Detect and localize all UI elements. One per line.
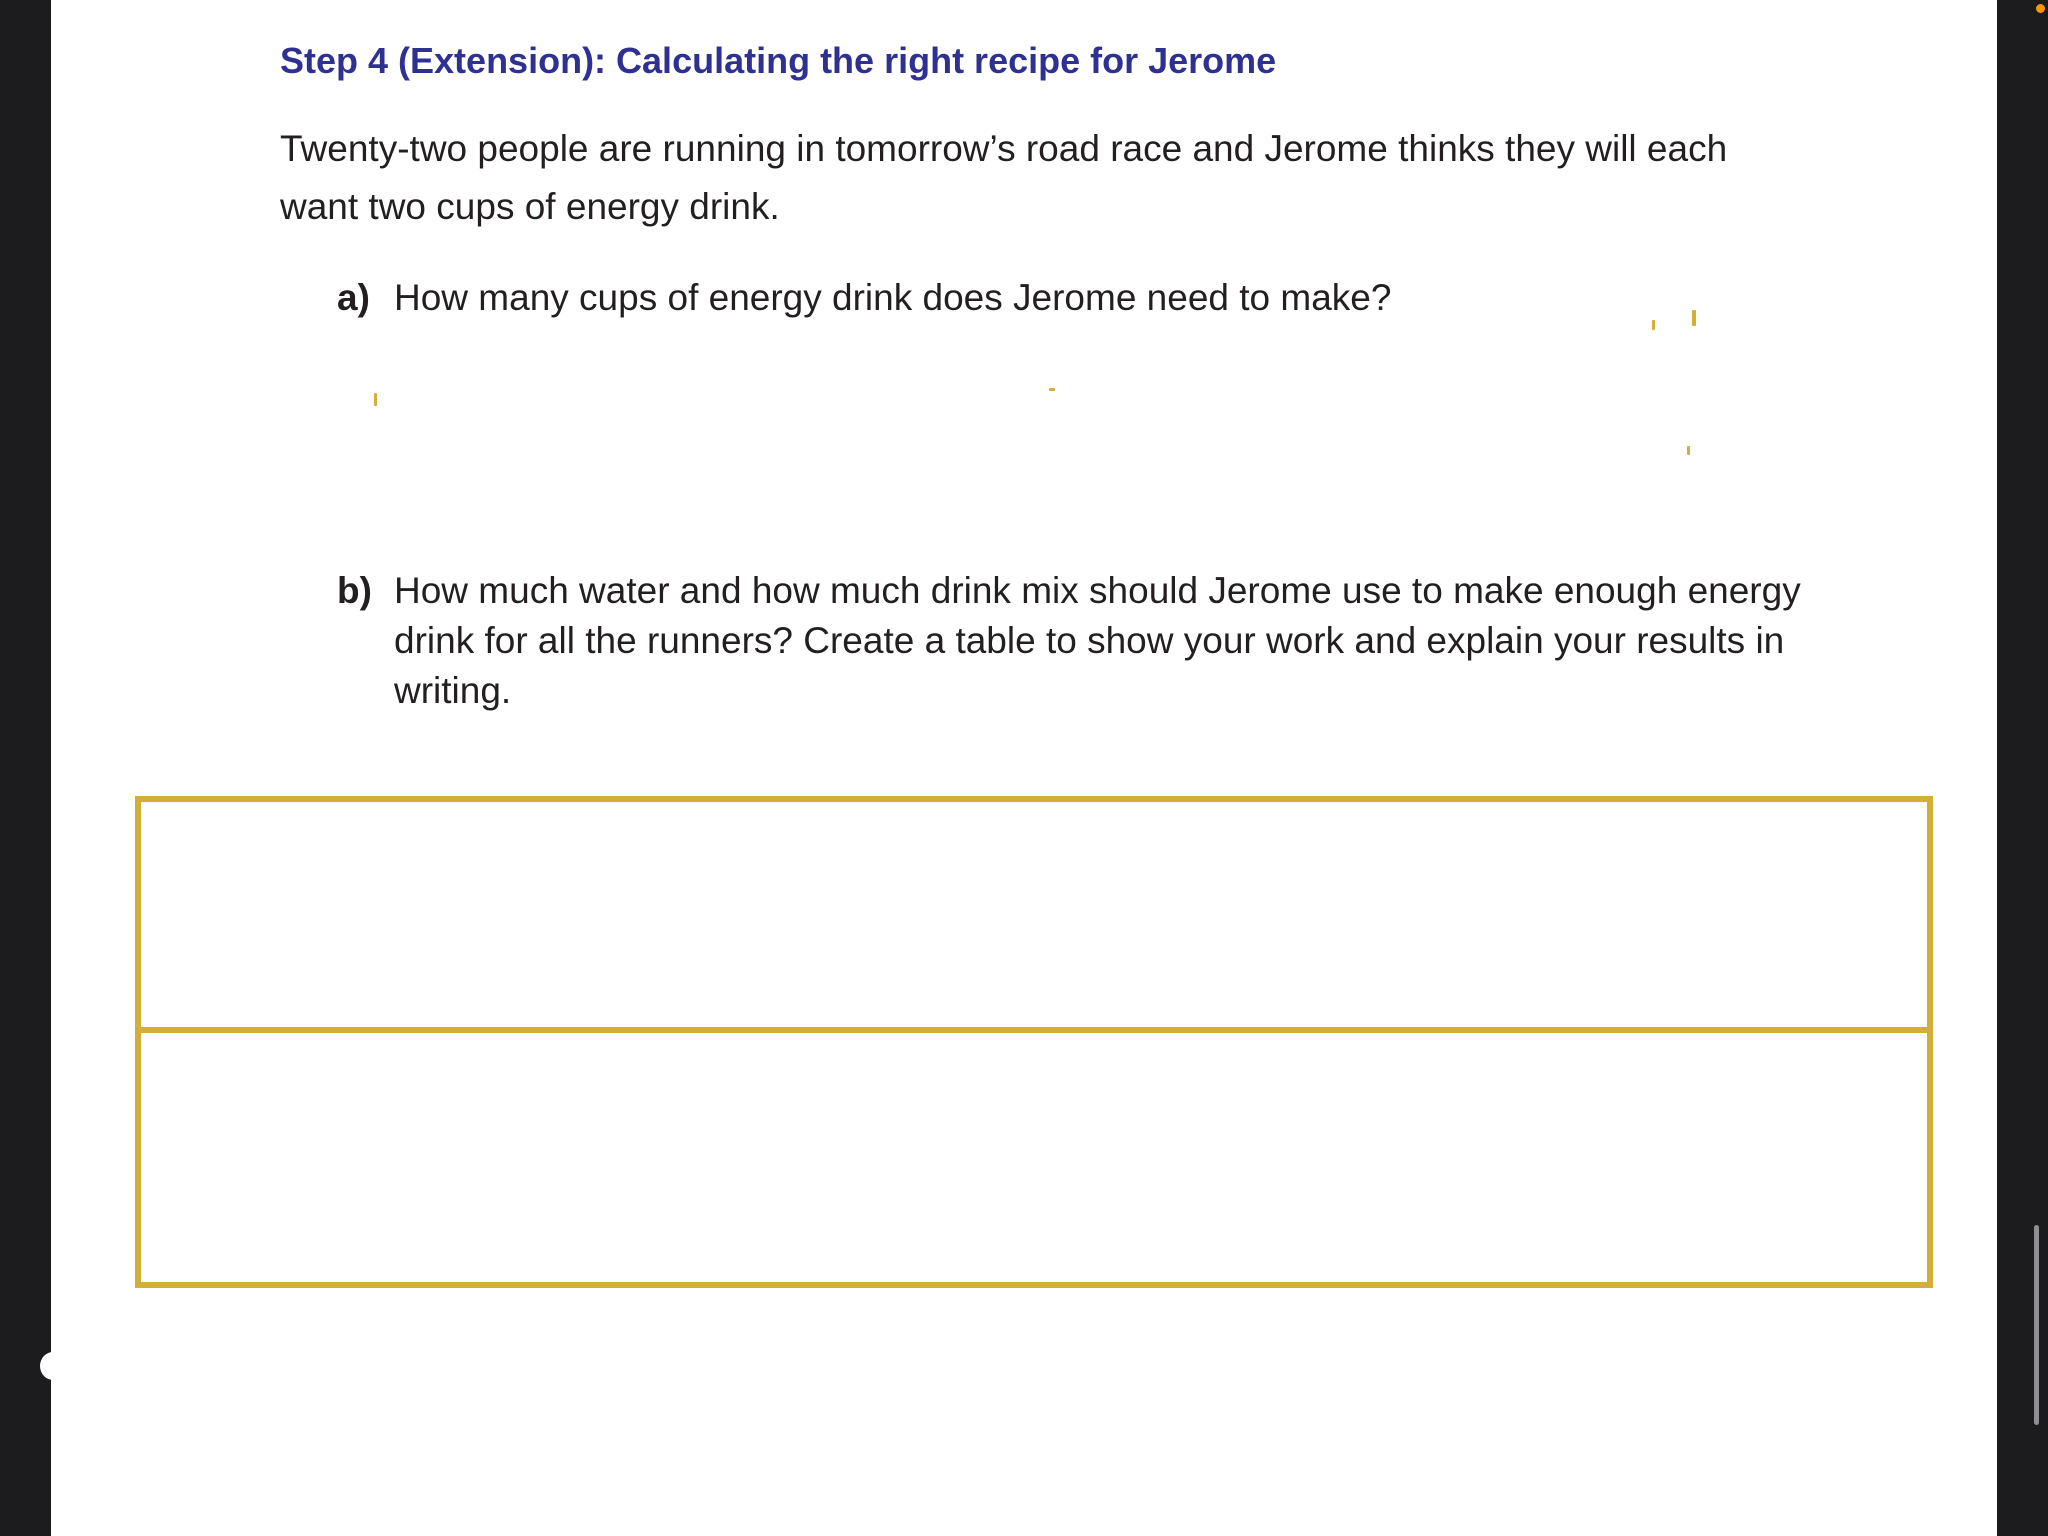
question-b-label: b) bbox=[337, 570, 372, 611]
scrollbar-thumb[interactable] bbox=[2034, 1225, 2039, 1425]
status-dot-icon bbox=[2036, 4, 2045, 13]
scrollbar[interactable] bbox=[1997, 0, 2048, 1536]
question-a bbox=[337, 273, 1814, 323]
scan-speck bbox=[1049, 388, 1055, 391]
page-drag-handle[interactable] bbox=[40, 1352, 66, 1380]
question-b bbox=[337, 566, 1814, 716]
scan-speck bbox=[1652, 320, 1655, 330]
scan-speck bbox=[1687, 446, 1690, 455]
question-b-text: How much water and how much drink mix should Jerome use to make enough energy drink for all the runners? Create a table to show your work and explain your results in writing. bbox=[394, 570, 1801, 711]
question-a-text: How many cups of energy drink does Jerome need to make? bbox=[394, 277, 1392, 318]
worksheet-page[interactable] bbox=[51, 0, 1997, 1536]
answer-box-divider bbox=[141, 1027, 1927, 1033]
step-heading: Step 4 (Extension): Calculating the right recipe for Jerome bbox=[280, 40, 1277, 81]
scan-speck bbox=[1692, 310, 1696, 326]
intro-paragraph: Twenty-two people are running in tomorrow’s road race and Jerome thinks they will each want two cups of energy drink. bbox=[280, 128, 1728, 227]
question-a-label: a) bbox=[337, 277, 370, 318]
answer-box[interactable] bbox=[135, 796, 1933, 1288]
scan-speck bbox=[374, 393, 377, 406]
